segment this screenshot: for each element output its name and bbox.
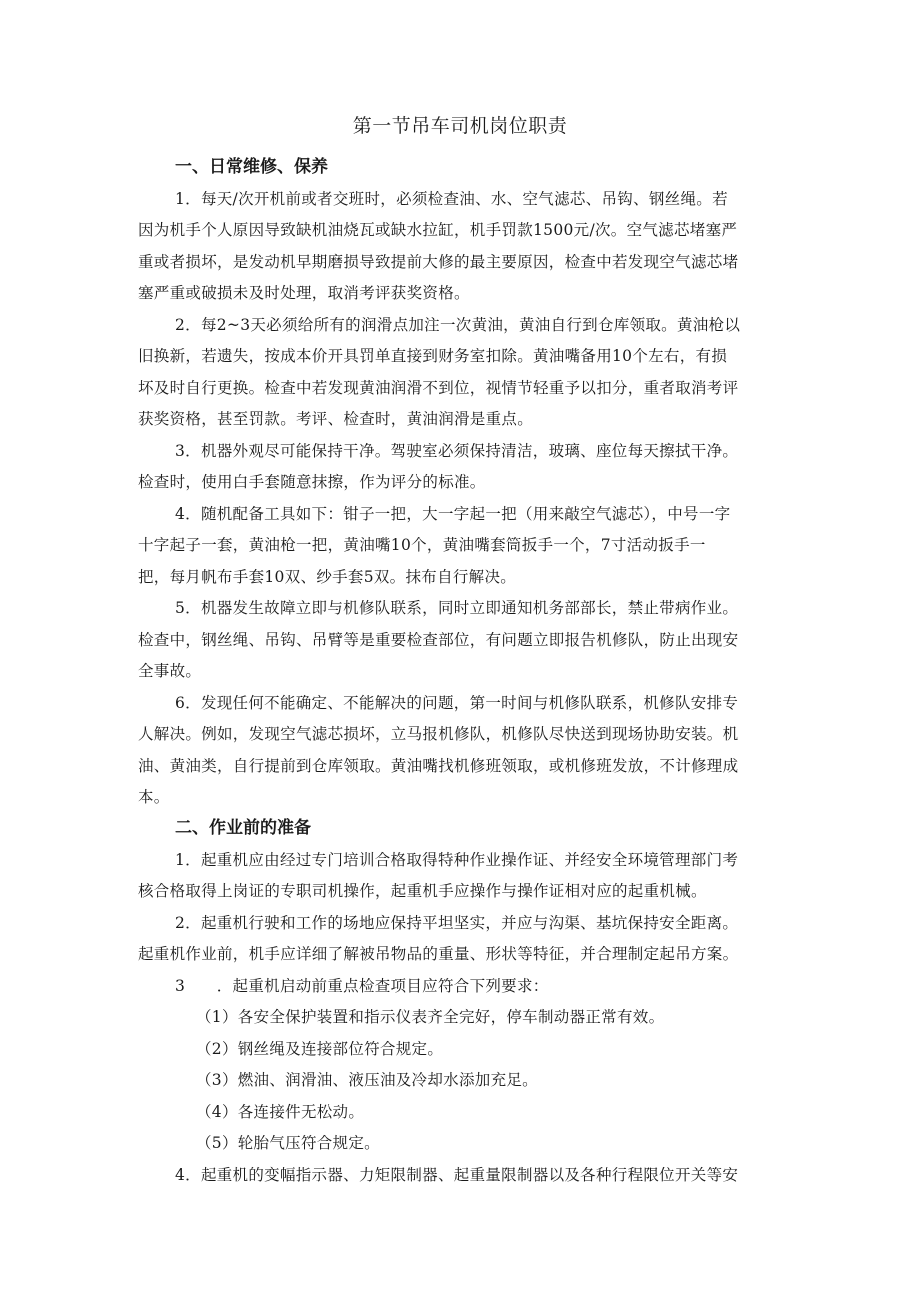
paragraph-line: 4．随机配备工具如下：钳子一把，大一字起一把（用来敲空气滤芯），中号一字 — [175, 505, 731, 523]
paragraph-line: 获奖资格，甚至罚款。考评、检查时，黄油润滑是重点。 — [138, 410, 534, 428]
paragraph-line: 十字起子一套，黄油枪一把，黄油嘴10个，黄油嘴套筒扳手一个，7寸活动扳手一 — [138, 536, 706, 554]
paragraph-line: 2．起重机行驶和工作的场地应保持平坦坚实，并应与沟渠、基坑保持安全距离。 — [175, 914, 739, 932]
paragraph-line: 核合格取得上岗证的专职司机操作，起重机手应操作与操作证相对应的起重机械。 — [138, 882, 707, 900]
paragraph-line: 3 ．起重机启动前重点检查项目应符合下列要求： — [175, 977, 549, 995]
paragraph-line: 油、黄油类，自行提前到仓库领取。黄油嘴找机修班领取，或机修班发放，不计修理成 — [138, 757, 739, 775]
list-item: （1）各安全保护装置和指示仪表齐全完好，停车制动器正常有效。 — [196, 1008, 665, 1026]
paragraph-line: 人解决。例如，发现空气滤芯损坏，立马报机修队，机修队尽快送到现场协助安装。机 — [138, 725, 739, 743]
paragraph-line: 把，每月帆布手套10双、纱手套5双。抹布自行解决。 — [138, 568, 517, 586]
paragraph-line: 3．机器外观尽可能保持干净。驾驶室必须保持清洁，玻璃、座位每天擦拭干净。 — [175, 442, 739, 460]
paragraph-line: 旧换新，若遗失，按成本价开具罚单直接到财务室扣除。黄油嘴备用10个左右，有损 — [138, 347, 728, 365]
paragraph-line: 塞严重或破损未及时处理，取消考评获奖资格。 — [138, 284, 470, 302]
paragraph-line: 6．发现任何不能确定、不能解决的问题，第一时间与机修队联系，机修队安排专 — [175, 694, 739, 712]
list-item: （5）轮胎气压符合规定。 — [196, 1134, 380, 1152]
page-title: 第一节吊车司机岗位职责 — [352, 115, 568, 137]
paragraph-line: 1．起重机应由经过专门培训合格取得特种作业操作证、并经安全环境管理部门考 — [175, 851, 739, 869]
paragraph-line: 检查时，使用白手套随意抹擦，作为评分的标准。 — [138, 473, 486, 491]
list-item: （3）燃油、润滑油、液压油及冷却水添加充足。 — [196, 1071, 538, 1089]
paragraph-line: 4．起重机的变幅指示器、力矩限制器、起重量限制器以及各种行程限位开关等安 — [175, 1166, 739, 1184]
paragraph-line: 5．机器发生故障立即与机修队联系，同时立即通知机务部部长，禁止带病作业。 — [175, 599, 739, 617]
list-item: （2）钢丝绳及连接部位符合规定。 — [196, 1040, 444, 1058]
paragraph-line: 全事故。 — [138, 662, 202, 680]
paragraph-line: 因为机手个人原因导致缺机油烧瓦或缺水拉缸，机手罚款1500元/次。空气滤芯堵塞严 — [138, 221, 738, 239]
paragraph-line: 起重机作业前，机手应详细了解被吊物品的重量、形状等特征，并合理制定起吊方案。 — [138, 945, 739, 963]
paragraph-line: 2．每2~3天必须给所有的润滑点加注一次黄油，黄油自行到仓库领取。黄油枪以 — [175, 316, 741, 334]
paragraph-line: 本。 — [138, 788, 170, 806]
paragraph-line: 坏及时自行更换。检查中若发现黄油润滑不到位，视情节轻重予以扣分，重者取消考评 — [138, 379, 739, 397]
paragraph-line: 重或者损坏，是发动机早期磨损导致提前大修的最主要原因，检查中若发现空气滤芯堵 — [138, 253, 739, 271]
paragraph-line: 检查中，钢丝绳、吊钩、吊臂等是重要检查部位，有问题立即报告机修队，防止出现安 — [138, 631, 739, 649]
section-heading-preparation: 二、作业前的准备 — [175, 818, 311, 838]
paragraph-line: 1．每天/次开机前或者交班时，必须检查油、水、空气滤芯、吊钩、钢丝绳。若 — [175, 190, 728, 208]
section-heading-maintenance: 一、日常维修、保养 — [175, 157, 328, 177]
list-item: （4）各连接件无松动。 — [196, 1103, 365, 1121]
